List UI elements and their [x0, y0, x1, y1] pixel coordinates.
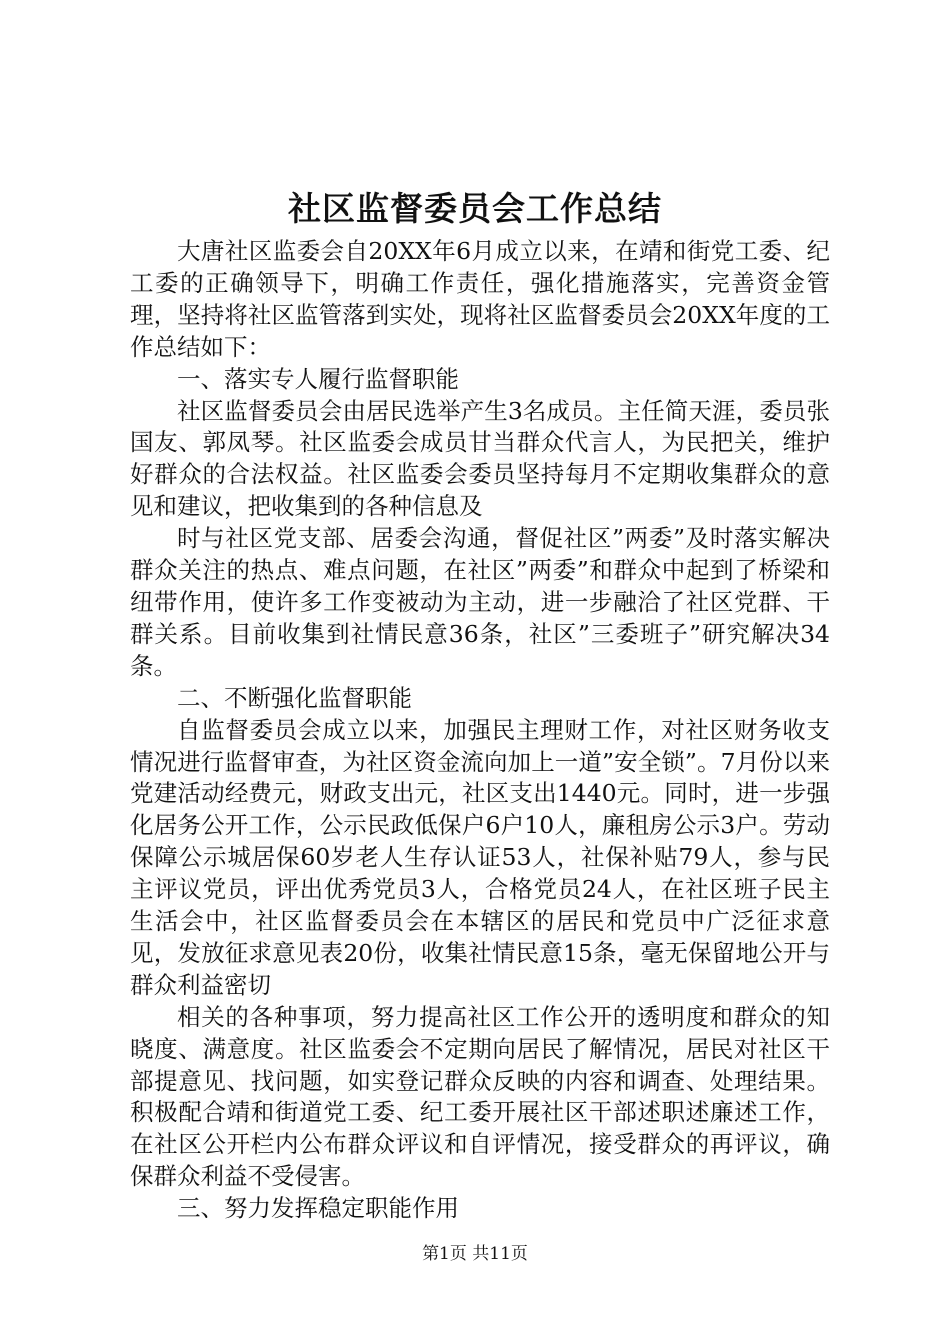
section-heading-1: 一、落实专人履行监督职能 — [177, 364, 459, 393]
section-heading-2: 二、不断强化监督职能 — [177, 683, 412, 712]
document-body — [130, 236, 830, 1225]
page-number-footer: 第1页 共11页 — [422, 1244, 528, 1264]
section-heading-3: 三、努力发挥稳定职能作用 — [177, 1194, 459, 1223]
document-title: 社区监督委员会工作总结 — [288, 189, 662, 228]
paragraph-intro: 大唐社区监委会自20XX年6月成立以来，在靖和街党工委、纪工委的正确领导下，明确工作责任，强化措施落实，完善资金管理，坚持将社区监管落到实处，现将社区监督委员会20XX年度的工作总结如下： — [130, 237, 830, 361]
paragraph-transparency: 相关的各种事项，努力提高社区工作公开的透明度和群众的知晓度、满意度。社区监委会不定期向居民了解情况，居民对社区干部提意见、找问题，如实登记群众反映的内容和调查、处理结果。积极配合靖和街道党工委、纪工委开展社区干部述职述廉述工作，在社区公开栏内公布群众评议和自评情况，接受群众的再评议，确保群众利益不受侵害。 — [130, 1002, 830, 1191]
paragraph-members: 社区监督委员会由居民选举产生3名成员。主任简天涯，委员张国友、郭凤琴。社区监委会成员甘当群众代言人，为民把关，维护好群众的合法权益。社区监委会委员坚持每月不定期收集群众的意见和建议，把收集到的各种信息及 — [130, 396, 830, 521]
paragraph-finance: 自监督委员会成立以来，加强民主理财工作，对社区财务收支情况进行监督审查，为社区资金流向加上一道”安全锁”。7月份以来党建活动经费元，财政支出元，社区支出1440元。同时，进一步强化居务公开工作，公示民政低保户6户10人，廉租房公示3户。劳动保障公示城居保60岁老人生存认证53人，社保补贴79人，参与民主评议党员，评出优秀党员3人，合格党员24人，在社区班子民主生活会中，社区监督委员会在本辖区的居民和党员中广泛征求意见，发放征求意见表20份，收集社情民意15条，毫无保留地公开与群众利益密切 — [130, 715, 830, 999]
paragraph-communication: 时与社区党支部、居委会沟通，督促社区”两委”及时落实解决群众关注的热点、难点问题，在社区”两委”和群众中起到了桥梁和纽带作用，使许多工作变被动为主动，进一步融洽了社区党群、干群关系。目前收集到社情民意36条，社区”三委班子”研究解决34条。 — [130, 524, 830, 680]
